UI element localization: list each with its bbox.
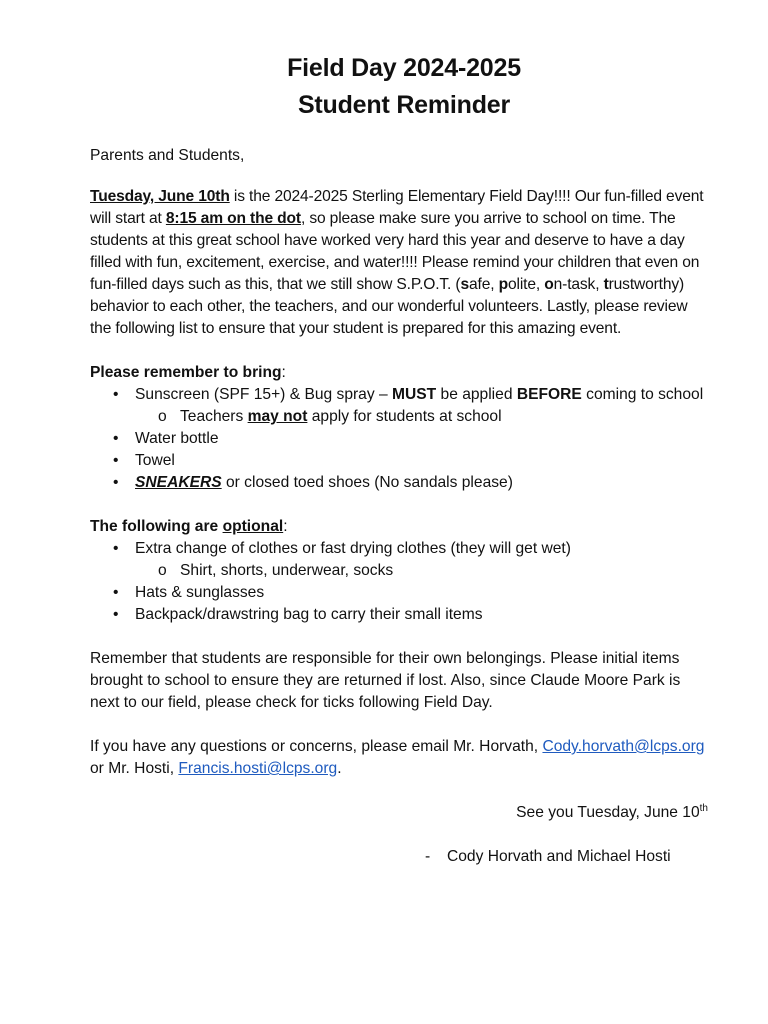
spot-p: p — [498, 276, 508, 293]
spot-ntask: n-task, — [553, 276, 604, 293]
spot-rustworthy: rustworthy) behavior to each other, the teachers, and our wonderful volunteers. Lastly, please review the following list to ensure that your student is prepared for this amazing event. — [90, 276, 688, 337]
list-item-clothes-detail: o Shirt, shorts, underwear, socks — [90, 560, 710, 582]
bring-heading — [90, 362, 710, 384]
title-line-1: Field Day 2024-2025 — [287, 54, 521, 82]
list-item-towel: • Towel — [90, 450, 710, 472]
teachers-text-b: apply for students at school — [307, 408, 502, 425]
optional-heading-colon: : — [283, 518, 288, 535]
intro-text-2: , so please make sure you arrive to school on time. The students at this great school have worked very hard this year and deserve to have a day filled with fun, excitement, exercise, and water!!!! Please remind your children that even on fun-filled days such as this, that we still show S.P.O.T. ( — [90, 210, 700, 293]
optional-heading — [90, 516, 710, 538]
signoff-superscript: th — [699, 802, 708, 814]
list-item-teachers — [90, 406, 710, 428]
list-item-sunscreen — [90, 384, 710, 428]
email-link-horvath[interactable]: Cody.horvath@lcps.org — [542, 738, 705, 755]
clothes-sublist — [135, 560, 710, 582]
clothes-text: Extra change of clothes or fast drying clothes (they will get wet) — [135, 540, 571, 557]
sunscreen-text-b: be applied — [436, 386, 517, 403]
document-page — [90, 50, 710, 868]
spot-o: o — [544, 276, 554, 293]
event-date: Tuesday, June 10th — [90, 188, 230, 205]
spot-olite: olite, — [508, 276, 545, 293]
document-title — [90, 50, 710, 124]
spot-t: t — [603, 276, 609, 293]
sneakers-text: SNEAKERS — [135, 474, 222, 491]
sunscreen-sublist — [135, 406, 710, 428]
signature-dash: - — [425, 848, 431, 865]
intro-paragraph — [90, 186, 710, 340]
spot-afe: afe, — [469, 276, 499, 293]
list-item-clothes — [90, 538, 710, 582]
list-item-hats: • Hats & sunglasses — [90, 582, 710, 604]
title-line-2: Student Reminder — [297, 91, 511, 119]
bring-list — [90, 384, 710, 494]
sunscreen-text: Sunscreen (SPF 15+) & Bug spray – — [135, 386, 392, 403]
optional-heading-text: The following are — [90, 518, 223, 535]
start-time: 8:15 am on the dot — [165, 210, 301, 227]
optional-heading-underlined: optional — [222, 518, 284, 535]
before-text: BEFORE — [516, 386, 582, 403]
list-item-water: • Water bottle — [90, 428, 710, 450]
signature — [90, 846, 710, 868]
must-text: MUST — [392, 386, 437, 403]
bring-heading-text: Please remember to bring — [90, 364, 282, 381]
optional-list — [90, 538, 710, 626]
sunscreen-text-c: coming to school — [581, 386, 704, 403]
contact-paragraph — [90, 736, 710, 780]
sneakers-rest-text: or closed toed shoes (No sandals please) — [221, 474, 513, 491]
bring-section — [90, 362, 710, 494]
may-not-text: may not — [247, 408, 308, 425]
email-link-hosti[interactable]: Francis.hosti@lcps.org — [178, 760, 338, 777]
contact-text-3: . — [337, 760, 342, 777]
spot-s: s — [460, 276, 470, 293]
remember-paragraph: Remember that students are responsible for their own belongings. Please initial items brought to school to ensure they are returned if lost. Also, since Claude Moore Park is next to our field, please check for ticks following Field Day. — [90, 650, 681, 711]
contact-text-1: If you have any questions or concerns, please email Mr. Horvath, — [90, 738, 543, 755]
list-item-sneakers — [90, 472, 710, 494]
teachers-text: Teachers — [180, 408, 248, 425]
signoff-text: See you Tuesday, June 10 — [516, 804, 700, 821]
signature-names: Cody Horvath and Michael Hosti — [447, 848, 671, 865]
list-item-backpack: • Backpack/drawstring bag to carry their small items — [90, 604, 710, 626]
bring-heading-colon: : — [281, 364, 286, 381]
contact-text-2: or Mr. Hosti, — [90, 760, 179, 777]
optional-section — [90, 516, 710, 626]
intro-text-1: is the 2024-2025 Sterling Elementary Field Day!!!! Our fun-filled event will start at — [90, 188, 704, 227]
greeting: Parents and Students, — [90, 147, 245, 164]
signoff — [90, 802, 710, 824]
